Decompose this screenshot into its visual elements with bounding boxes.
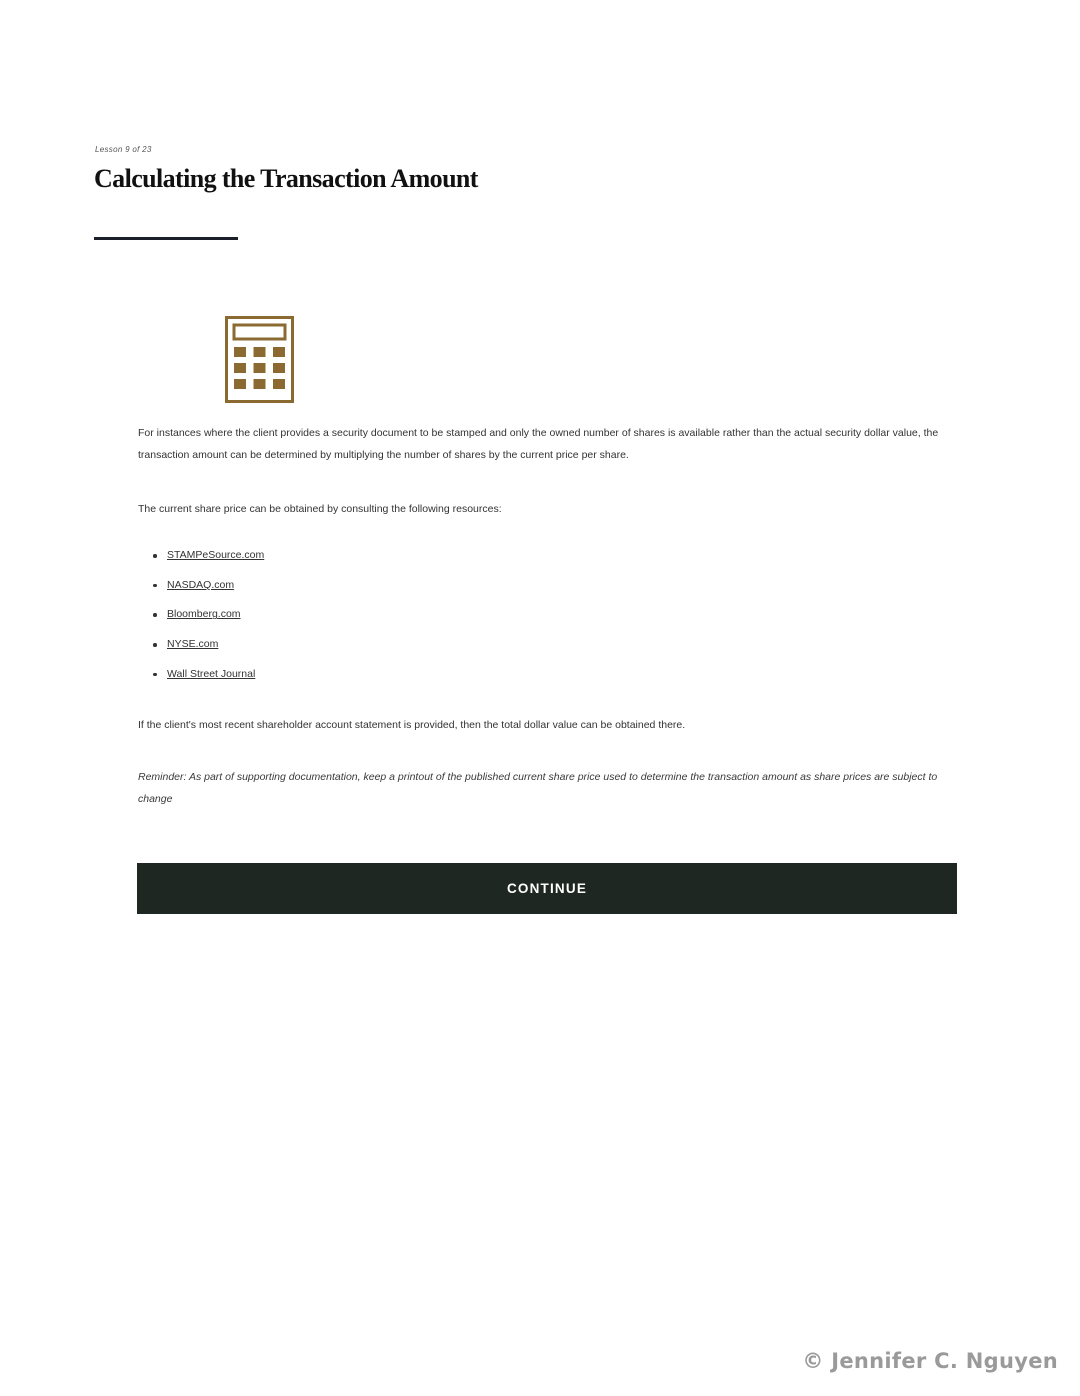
link-bloomberg[interactable]: Bloomberg.com — [167, 608, 241, 621]
lesson-title: Calculating the Transaction Amount — [94, 164, 478, 193]
continue-button[interactable]: CONTINUE — [137, 863, 957, 914]
lesson-counter: Lesson 9 of 23 — [95, 145, 152, 154]
resource-list — [138, 544, 264, 692]
link-nasdaq[interactable]: NASDAQ.com — [167, 578, 235, 591]
title-divider — [94, 237, 238, 240]
intro-paragraph: For instances where the client provides a security document to be stamped and only the owned number of shares is available rather than the actual security dollar value, the transaction amount can be determined by multiplying the number of shares by the current price per share. — [138, 427, 939, 461]
list-item — [138, 603, 264, 633]
reminder-note: Reminder: As part of supporting documentation, keep a printout of the published current share price used to determine the transaction amount as share prices are subject to change — [138, 771, 938, 805]
link-stampesource[interactable]: STAMPeSource.com — [167, 549, 265, 561]
statement-paragraph: If the client's most recent shareholder account statement is provided, then the total dollar value can be obtained there. — [138, 719, 686, 731]
list-item — [138, 633, 264, 663]
copyright-watermark: © Jennifer C. Nguyen — [802, 1349, 1058, 1373]
calculator-icon — [225, 316, 294, 403]
list-item — [138, 663, 264, 693]
list-item — [138, 574, 264, 604]
resources-intro: The current share price can be obtained by consulting the following resources: — [138, 503, 502, 515]
link-wall-street-journal[interactable]: Wall Street Journal — [167, 667, 256, 680]
link-nyse[interactable]: NYSE.com — [167, 638, 219, 651]
list-item — [138, 544, 264, 574]
